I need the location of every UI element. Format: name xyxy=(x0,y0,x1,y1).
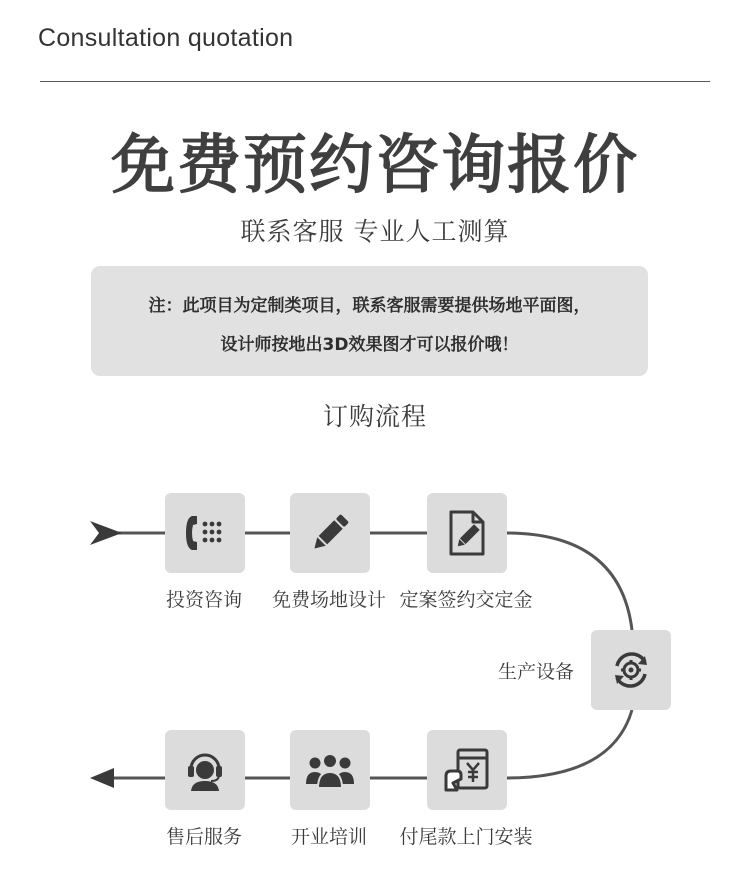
pencil-icon xyxy=(307,510,353,556)
step-box-after-sales-service xyxy=(165,730,245,810)
step-label-investment-consultation: 投资咨询 xyxy=(165,589,243,611)
step-label-final-payment-installation: 付尾款上门安装 xyxy=(399,826,533,848)
note-line-1: 注：此项目为定制类项目，联系客服需要提供场地平面图， xyxy=(148,296,591,316)
step-box-investment-consultation xyxy=(165,493,245,573)
connector-4-5-curve xyxy=(506,710,632,778)
step-label-production-equipment: 生产设备 xyxy=(497,661,575,683)
step-box-opening-training xyxy=(290,730,370,810)
note-line-2: 设计师按地出3D效果图才可以报价哦！ xyxy=(220,335,519,355)
step-box-production-equipment xyxy=(591,630,671,710)
subtitle: 联系客服 专业人工测算 xyxy=(240,217,510,246)
connector-3-4-curve xyxy=(506,533,632,630)
step-label-opening-training: 开业培训 xyxy=(290,826,368,848)
start-arrow-icon xyxy=(90,521,122,545)
gear-refresh-icon xyxy=(607,646,655,694)
end-arrow-icon xyxy=(90,768,114,788)
group-people-icon xyxy=(304,750,356,790)
process-title: 订购流程 xyxy=(322,402,427,431)
step-box-free-site-design xyxy=(290,493,370,573)
step-label-after-sales-service: 售后服务 xyxy=(165,826,243,848)
step-box-final-payment-installation xyxy=(427,730,507,810)
main-title: 免费预约咨询报价 xyxy=(111,129,639,203)
document-edit-icon xyxy=(445,509,489,557)
step-label-free-site-design: 免费场地设计 xyxy=(271,589,387,611)
customer-service-headset-icon xyxy=(182,747,228,793)
step-box-sign-contract-deposit xyxy=(427,493,507,573)
phone-icon xyxy=(182,510,228,556)
payment-yen-icon xyxy=(443,746,491,794)
step-label-sign-contract-deposit: 定案签约交定金 xyxy=(399,589,533,611)
header-title: Consultation quotation xyxy=(38,24,294,52)
